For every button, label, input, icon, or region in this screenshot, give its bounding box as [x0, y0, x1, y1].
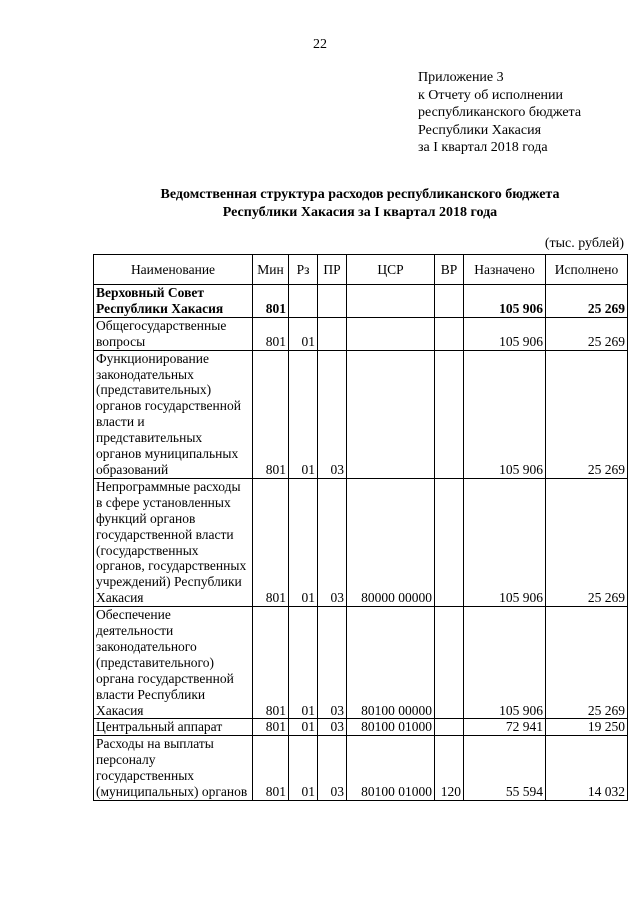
cell-assigned: 55 594 — [464, 736, 546, 801]
cell-vr: 120 — [435, 736, 464, 801]
cell-rz: 01 — [289, 478, 318, 606]
cell-name: Общегосударственные вопросы — [94, 317, 253, 350]
column-header-name: Наименование — [94, 255, 253, 285]
cell-pr: 03 — [318, 607, 347, 719]
cell-rz: 01 — [289, 607, 318, 719]
cell-name: Обеспечение деятельности законодательного (представительного) органа государственной власти Республики Хакасия — [94, 607, 253, 719]
page-number: 22 — [313, 37, 327, 52]
cell-pr: 03 — [318, 350, 347, 478]
cell-assigned: 72 941 — [464, 719, 546, 736]
cell-csr — [347, 285, 435, 318]
cell-min: 801 — [253, 478, 289, 606]
cell-rz: 01 — [289, 736, 318, 801]
appendix-line: за I квартал 2018 года — [418, 140, 548, 155]
cell-executed: 25 269 — [546, 478, 628, 606]
column-header-vr: ВР — [435, 255, 464, 285]
cell-vr — [435, 478, 464, 606]
cell-rz: 01 — [289, 350, 318, 478]
cell-executed: 19 250 — [546, 719, 628, 736]
cell-assigned: 105 906 — [464, 478, 546, 606]
table-row — [94, 719, 628, 736]
cell-min: 801 — [253, 317, 289, 350]
cell-min: 801 — [253, 607, 289, 719]
cell-min: 801 — [253, 719, 289, 736]
cell-vr — [435, 317, 464, 350]
cell-executed: 25 269 — [546, 285, 628, 318]
table-header-row — [94, 255, 628, 285]
cell-name: Расходы на выплаты персоналу государственных (муниципальных) органов — [94, 736, 253, 801]
cell-min: 801 — [253, 285, 289, 318]
cell-rz — [289, 285, 318, 318]
cell-name: Непрограммные расходы в сфере установленных функций органов государственной власти (государственных органов, государственных учреждений) Республики Хакасия — [94, 478, 253, 606]
cell-csr: 80100 01000 — [347, 736, 435, 801]
cell-rz: 01 — [289, 317, 318, 350]
cell-executed: 25 269 — [546, 607, 628, 719]
table-row — [94, 607, 628, 719]
cell-executed: 25 269 — [546, 350, 628, 478]
appendix-line: республиканского бюджета — [418, 105, 582, 120]
column-header-rz: Рз — [289, 255, 318, 285]
cell-vr — [435, 285, 464, 318]
column-header-assigned: Назначено — [464, 255, 546, 285]
cell-pr — [318, 285, 347, 318]
cell-executed: 25 269 — [546, 317, 628, 350]
cell-csr — [347, 317, 435, 350]
appendix-line: Республики Хакасия — [418, 122, 542, 138]
cell-executed: 14 032 — [546, 736, 628, 801]
appendix-note — [418, 69, 581, 157]
cell-vr — [435, 719, 464, 736]
cell-min: 801 — [253, 350, 289, 478]
cell-pr: 03 — [318, 719, 347, 736]
units-note: (тыс. рублей) — [544, 236, 624, 251]
table-row — [94, 736, 628, 801]
appendix-line: к Отчету об исполнении — [418, 87, 564, 103]
cell-assigned: 105 906 — [464, 285, 546, 318]
cell-assigned: 105 906 — [464, 350, 546, 478]
cell-vr — [435, 350, 464, 478]
cell-pr: 03 — [318, 478, 347, 606]
cell-rz: 01 — [289, 719, 318, 736]
cell-csr: 80000 00000 — [347, 478, 435, 606]
table-row — [94, 478, 628, 606]
column-header-csr: ЦСР — [347, 255, 435, 285]
cell-vr — [435, 607, 464, 719]
document-title-line: Ведомственная структура расходов республиканского бюджета — [160, 187, 560, 202]
cell-name: Центральный аппарат — [94, 719, 253, 736]
table-row — [94, 350, 628, 478]
cell-csr: 80100 01000 — [347, 719, 435, 736]
appendix-line: Приложение 3 — [418, 70, 504, 85]
budget-table — [93, 254, 628, 801]
table-row — [94, 317, 628, 350]
cell-pr: 03 — [318, 736, 347, 801]
cell-assigned: 105 906 — [464, 607, 546, 719]
document-title — [60, 186, 640, 221]
cell-name: Функционирование законодательных (представительных) органов государственной власти и представительных органов муниципальных образований — [94, 350, 253, 478]
cell-pr — [318, 317, 347, 350]
cell-csr — [347, 350, 435, 478]
table-row — [94, 285, 628, 318]
cell-name: Верховный Совет Республики Хакасия — [94, 285, 253, 318]
document-title-line: Республики Хакасия за I квартал 2018 года — [222, 204, 498, 220]
cell-assigned: 105 906 — [464, 317, 546, 350]
column-header-executed: Исполнено — [546, 255, 628, 285]
budget-table-body — [94, 285, 628, 801]
cell-csr: 80100 00000 — [347, 607, 435, 719]
column-header-pr: ПР — [318, 255, 347, 285]
column-header-min: Мин — [253, 255, 289, 285]
cell-min: 801 — [253, 736, 289, 801]
